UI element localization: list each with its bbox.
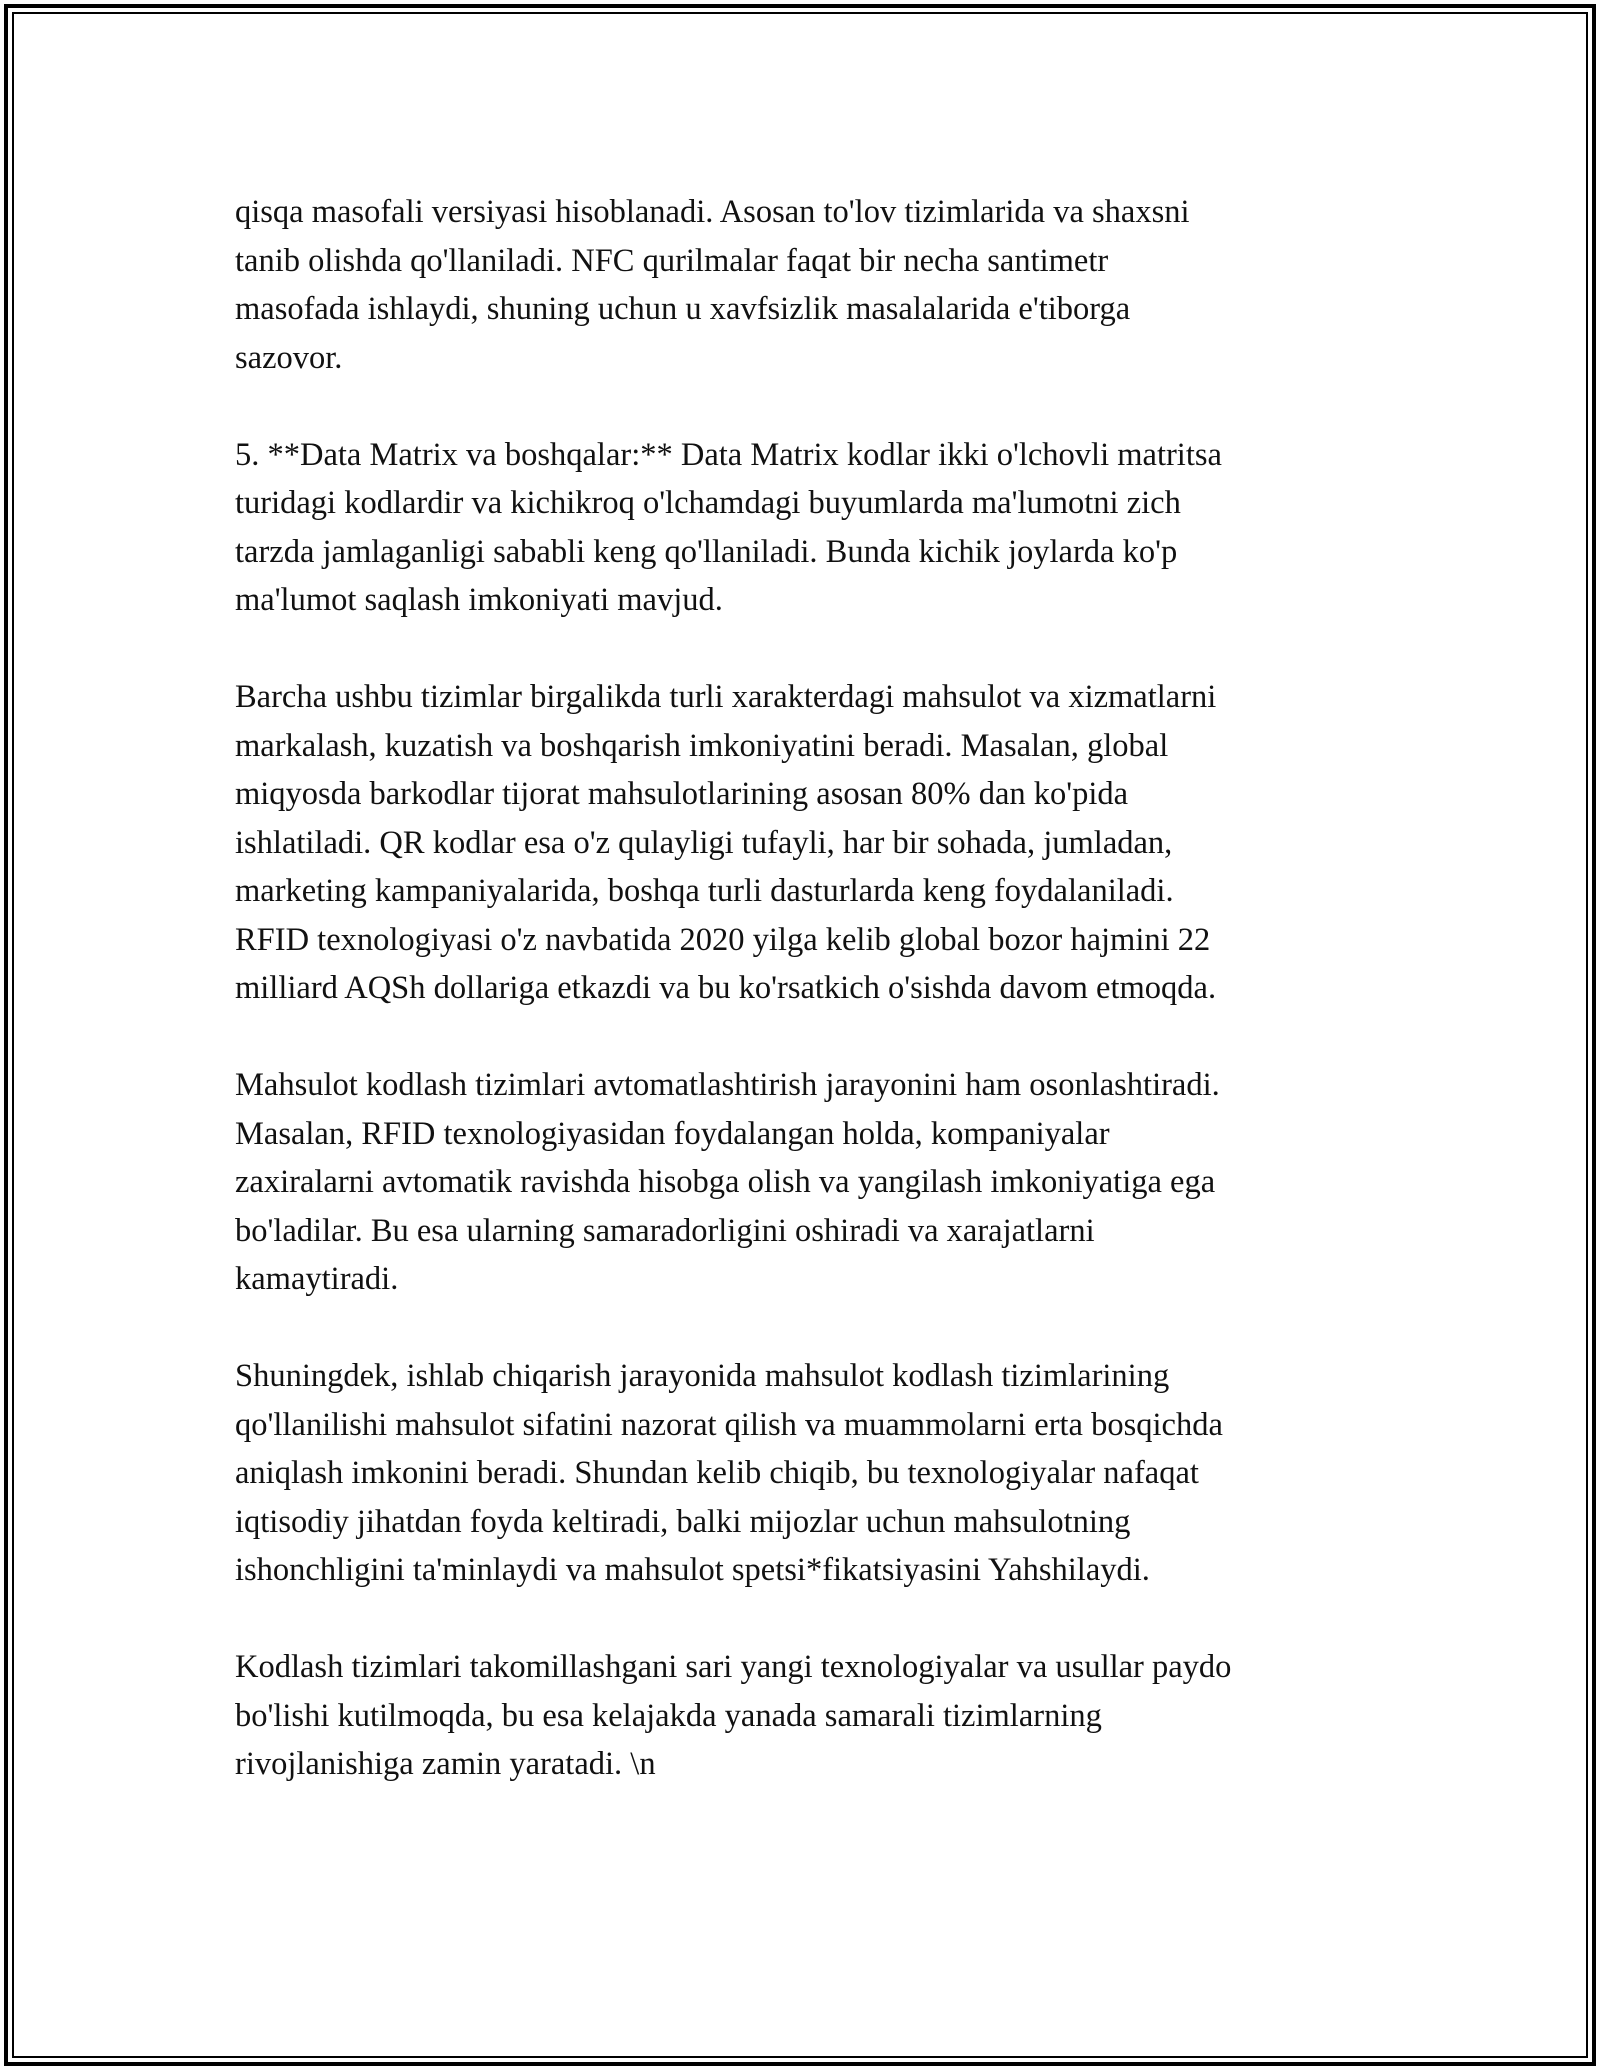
paragraph-quality-control: Shuningdek, ishlab chiqarish jarayonida mahsulot kodlash tizimlarining qo'llanilishi mahsulot sifatini nazorat qilish va muammolarni erta bosqichda aniqlash imkonini beradi. Shundan kelib chiqib, bu texnologiyalar nafaqat iqtisodiy jihatdan foyda keltiradi, balki mijozlar uchun mahsulotning ishonchligini ta'minlaydi va mahsulot spetsi*fikatsiyasini Yahshilaydi. xyxy=(235,1358,1223,1588)
paragraph-systems-overview: Barcha ushbu tizimlar birgalikda turli xarakterdagi mahsulot va xizmatlarni markalash, kuzatish va boshqarish imkoniyatini beradi. Masalan, global miqyosda barkodlar tijorat mahsulotlarining asosan 80% dan ko'pida ishlatiladi. QR kodlar esa o'z qulayligi tufayli, har bir sohada, jumladan, marketing kampaniyalarida, boshqa turli dasturlarda keng foydalaniladi. RFID texnologiyasi o'z navbatida 2020 yilga kelib global bozor hajmini 22 milliard AQSh dollariga etkazdi va bu ko'rsatkich o'sishda davom etmoqda. xyxy=(235,679,1217,1006)
paragraph-future: Kodlash tizimlari takomillashgani sari yangi texnologiyalar va usullar paydo bo'lishi kutilmoqda, bu esa kelajakda yanada samarali tizimlarning rivojlanishiga zamin yaratadi. \n xyxy=(235,1649,1232,1782)
document-body xyxy=(235,188,1415,1789)
paragraph-nfc: qisqa masofali versiyasi hisoblanadi. Asosan to'lov tizimlarida va shaxsni tanib olishda qo'llaniladi. NFC qurilmalar faqat bir necha santimetr masofada ishlaydi, shuning uchun u xavfsizlik masalalarida e'tiborga sazovor. xyxy=(235,194,1190,376)
paragraph-data-matrix: 5. **Data Matrix va boshqalar:** Data Matrix kodlar ikki o'lchovli matritsa turidagi kodlardir va kichikroq o'lchamdagi buyumlarda ma'lumotni zich tarzda jamlaganligi sababli keng qo'llaniladi. Bunda kichik joylarda ko'p ma'lumot saqlash imkoniyati mavjud. xyxy=(235,436,1222,618)
paragraph-automation: Mahsulot kodlash tizimlari avtomatlashtirish jarayonini ham osonlashtiradi. Masalan, RFID texnologiyasidan foydalangan holda, kompaniyalar zaxiralarni avtomatik ravishda hisobga olish va yangilash imkoniyatiga ega bo'ladilar. Bu esa ularning samaradorligini oshiradi va xarajatlarni kamaytiradi. xyxy=(235,1067,1220,1297)
